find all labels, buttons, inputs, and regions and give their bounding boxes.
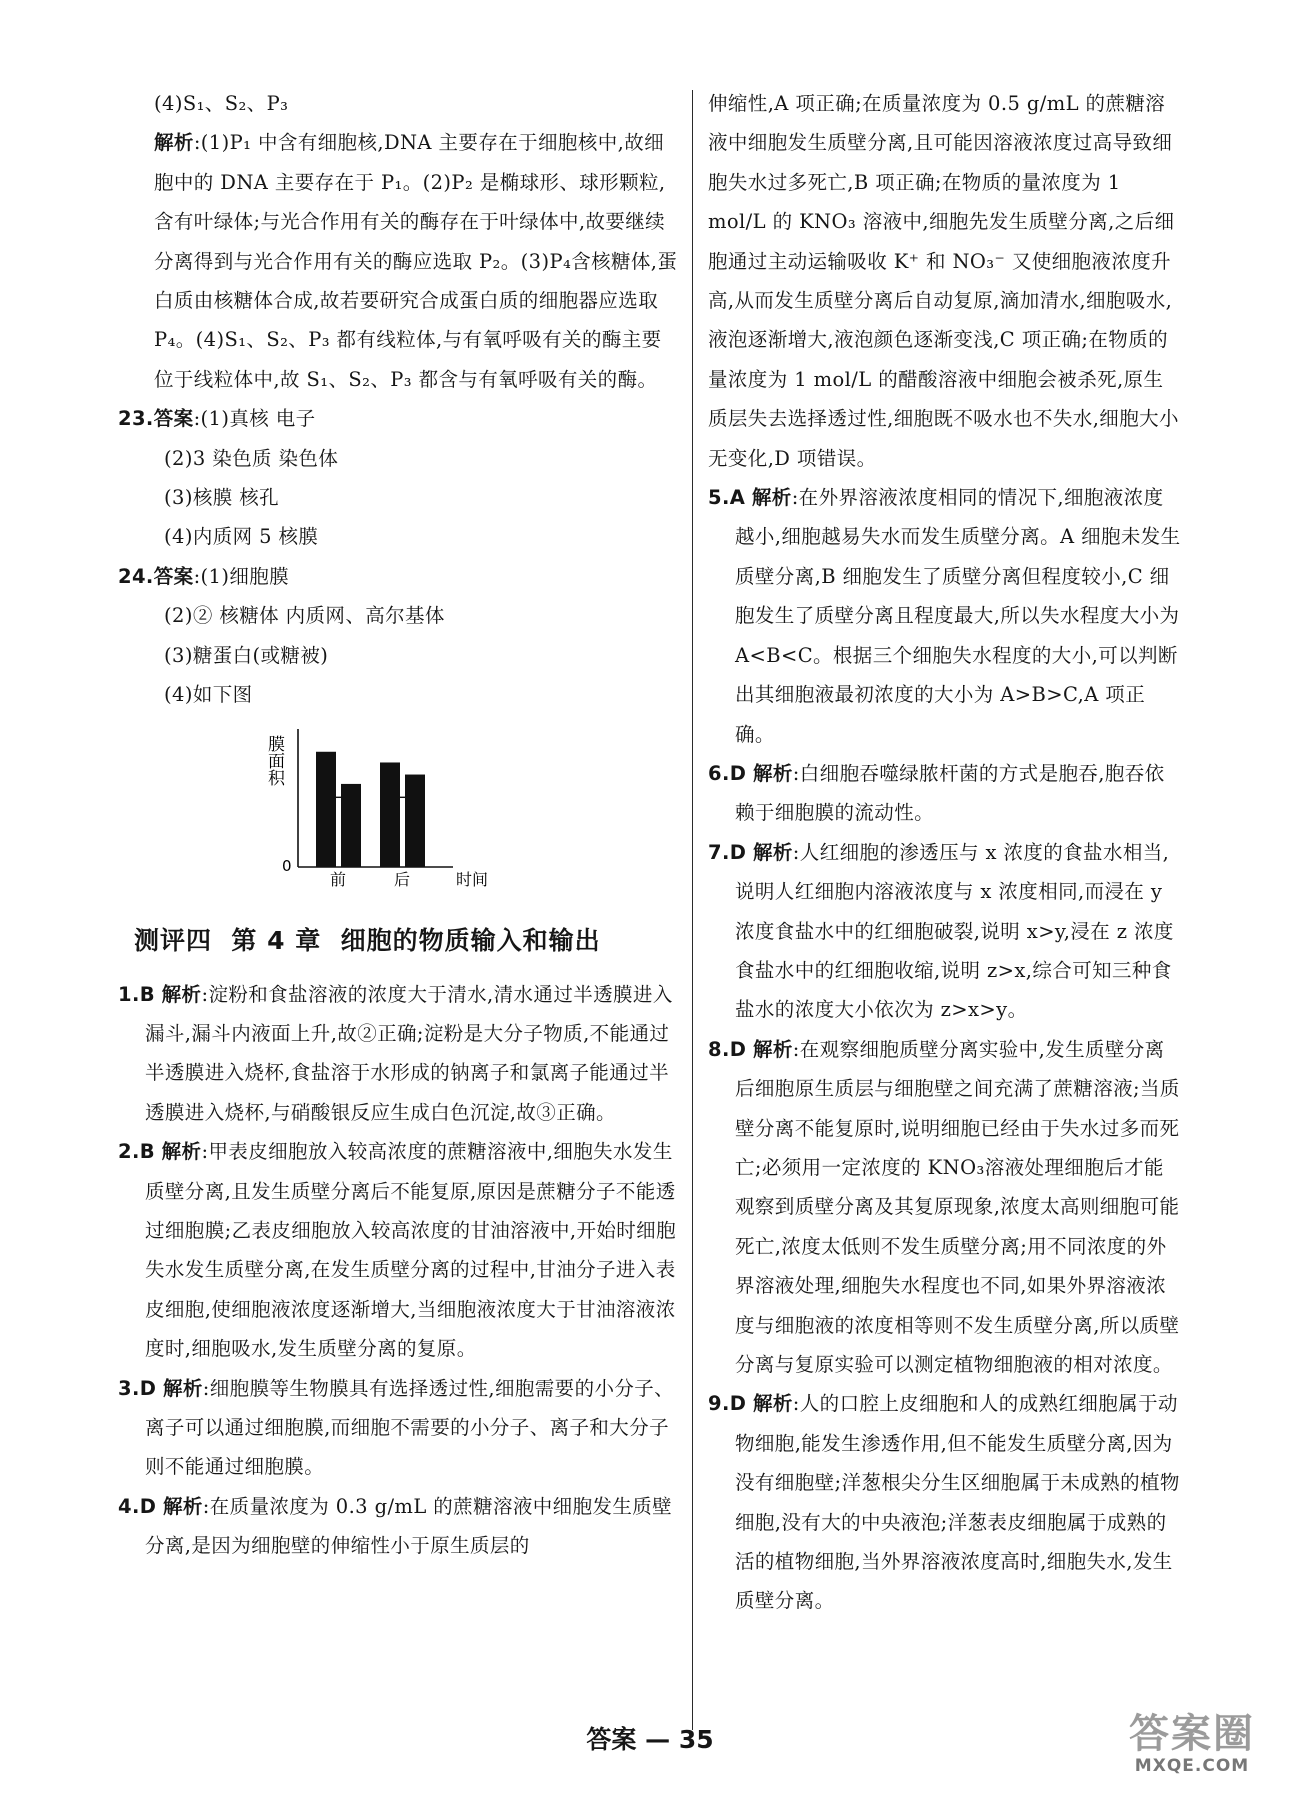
item-answer: D bbox=[139, 1494, 157, 1518]
item-number: 5. bbox=[708, 486, 730, 510]
membrane-area-chart bbox=[258, 719, 558, 889]
item-answer: B bbox=[139, 1140, 156, 1164]
item-number: 3. bbox=[118, 1376, 140, 1400]
q23-line1 bbox=[118, 399, 678, 438]
q23-line2: (2)3 染色质 染色体 bbox=[164, 446, 339, 470]
item-answer: B bbox=[139, 982, 156, 1006]
spacer bbox=[746, 841, 753, 864]
chart-bar bbox=[316, 751, 336, 866]
chart-bar bbox=[405, 774, 425, 866]
x-tick-label: 前 bbox=[330, 869, 347, 889]
item-explanation: :在观察细胞质壁分离实验中,发生质壁分离后细胞原生质层与细胞壁之间充满了蔗糖溶液;当质壁分离不能复原时,说明细胞已经由于失水过多而死亡;必须用一定浓度的 KNO₃溶液处理细胞后才能观察到质壁分离及其复原现象,浓度太高则细胞可能死亡,浓度太低则不发生质壁分离;用不同浓度的外界溶液处理,细胞失水程度也不同,如果外界溶液浓度与细胞液的浓度相等则不发生质壁分离,所以质壁分离与复原实验可以测定植物细胞液的相对浓度。 bbox=[735, 1037, 1180, 1376]
q22-explanation bbox=[118, 123, 678, 399]
explain-label: 解析 bbox=[161, 1140, 202, 1164]
item-answer: A bbox=[729, 486, 746, 510]
origin-label: 0 bbox=[282, 856, 292, 875]
right-column bbox=[708, 84, 1182, 1621]
answer-item bbox=[118, 1369, 678, 1487]
item-answer: D bbox=[729, 1392, 747, 1416]
explain-label: 解析 bbox=[752, 761, 793, 785]
section-title: 测评四 第 4 章 细胞的物质输入和输出 bbox=[134, 925, 601, 955]
q23-number: 23. bbox=[118, 407, 154, 431]
item-number: 8. bbox=[708, 1037, 730, 1061]
item-answer: D bbox=[729, 840, 747, 864]
chart-bar bbox=[341, 783, 361, 866]
item-answer: D bbox=[729, 761, 747, 785]
q24-answer-label: 答案 bbox=[153, 564, 194, 588]
chart-bar bbox=[380, 762, 400, 867]
spacer bbox=[155, 983, 162, 1006]
explain-label: 解析 bbox=[162, 1376, 203, 1400]
right-items bbox=[708, 478, 1182, 1621]
q22-explanation-text: :(1)P₁ 中含有细胞核,DNA 主要存在于细胞核中,故细胞中的 DNA 主要存在于 P₁。(2)P₂ 是椭球形、球形颗粒,含有叶绿体;与光合作用有关的酶存在于叶绿体中,故要继续分离得到与光合作用有关的酶应选取 P₂。(3)P₄含核糖体,蛋白质由核糖体合成,故若要研究合成蛋白质的细胞器应选取 P₄。(4)S₁、S₂、P₃ 都有线粒体,与有氧呼吸有关的酶主要位于线粒体中,故 S₁、S₂、P₃ 都含与有氧呼吸有关的酶。 bbox=[154, 131, 678, 391]
q24-line1-text: :(1)细胞膜 bbox=[193, 564, 290, 588]
q23-line3: (3)核膜 核孔 bbox=[164, 486, 280, 510]
answer-item bbox=[708, 478, 1182, 754]
item-number: 6. bbox=[708, 761, 730, 785]
q24-line1 bbox=[118, 557, 678, 596]
q22-answer-tail: (4)S₁、S₂、P₃ bbox=[154, 92, 289, 115]
item-explanation: :在质量浓度为 0.3 g/mL 的蔗糖溶液中细胞发生质壁分离,是因为细胞壁的伸缩性小于原生质层的 bbox=[145, 1494, 673, 1558]
footer-label: 答案 bbox=[586, 1725, 637, 1754]
explain-label: 解析 bbox=[752, 1392, 793, 1416]
spacer bbox=[155, 1140, 162, 1163]
item-explanation: :在外界溶液浓度相同的情况下,细胞液浓度越小,细胞越易失水而发生质壁分离。A 细胞未发生质壁分离,B 细胞发生了质壁分离但程度较小,C 细胞发生了质壁分离且程度最大,所以失水程度大小为 A<B<C。根据三个细胞失水程度的大小,可以判断出其细胞液最初浓度的大小为 A>B>C,A 项正确。 bbox=[735, 486, 1181, 746]
spacer bbox=[156, 1495, 163, 1518]
q24-line4: (4)如下图 bbox=[164, 683, 253, 707]
item-explanation: :细胞膜等生物膜具有选择透过性,细胞需要的小分子、离子可以通过细胞膜,而细胞不需要的小分子、离子和大分子则不能通过细胞膜。 bbox=[145, 1376, 675, 1479]
explain-label: 解析 bbox=[154, 131, 194, 155]
site-watermark-logo bbox=[1112, 1712, 1272, 1782]
x-axis-label: 时间 bbox=[456, 869, 489, 889]
answer-item bbox=[118, 975, 678, 1133]
item-number: 9. bbox=[708, 1392, 730, 1416]
q23-answer-label: 答案 bbox=[153, 407, 194, 431]
item-number: 2. bbox=[118, 1140, 140, 1164]
q23-line4: (4)内质网 5 核膜 bbox=[164, 525, 319, 549]
explain-label: 解析 bbox=[162, 1494, 203, 1518]
q4-continuation: 伸缩性,A 项正确;在质量浓度为 0.5 g/mL 的蔗糖溶液中细胞发生质壁分离,且可能因溶液浓度过高导致细胞失水过多死亡,B 项正确;在物质的量浓度为 1 mol/L 的 KNO₃ 溶液中,细胞先发生质壁分离,之后细胞通过主动运输吸收 K⁺ 和 NO₃⁻ 又使细胞液浓度升高,从而发生质壁分离后自动复原,滴加清水,细胞吸水,液泡逐渐增大,液泡颜色逐渐变浅,C 项正确;在物质的量浓度为 1 mol/L 的醋酸溶液中细胞会被杀死,原生质层失去选择透过性,细胞既不吸水也不失水,细胞大小无变化,D 项错误。 bbox=[708, 92, 1179, 470]
column-divider bbox=[692, 90, 693, 1730]
item-explanation: :人的口腔上皮细胞和人的成熟红细胞属于动物细胞,能发生渗透作用,但不能发生质壁分离,因为没有细胞壁;洋葱根尖分生区细胞属于未成熟的植物细胞,没有大的中央液泡;洋葱表皮细胞属于成熟的活的植物细胞,当外界溶液浓度高时,细胞失水,发生质壁分离。 bbox=[735, 1392, 1180, 1613]
item-explanation: :白细胞吞噬绿脓杆菌的方式是胞吞,胞吞依赖于细胞膜的流动性。 bbox=[735, 761, 1165, 825]
explain-label: 解析 bbox=[161, 982, 202, 1006]
answer-item bbox=[708, 754, 1182, 833]
item-explanation: :甲表皮细胞放入较高浓度的蔗糖溶液中,细胞失水发生质壁分离,且发生质壁分离后不能复原,原因是蔗糖分子不能透过细胞膜;乙表皮细胞放入较高浓度的甘油溶液中,开始时细胞失水发生质壁分离,在发生质壁分离的过程中,甘油分子进入表皮细胞,使细胞液浓度逐渐增大,当细胞液浓度大于甘油溶液浓度时,细胞吸水,发生质壁分离的复原。 bbox=[145, 1140, 676, 1361]
q23-line1-text: :(1)真核 电子 bbox=[193, 407, 316, 431]
item-answer: D bbox=[729, 1037, 747, 1061]
spacer bbox=[746, 1392, 753, 1415]
answer-item bbox=[118, 1132, 678, 1368]
spacer bbox=[745, 486, 752, 509]
spacer bbox=[746, 1038, 753, 1061]
item-explanation: :人红细胞的渗透压与 x 浓度的食盐水相当,说明人红细胞内溶液浓度与 x 浓度相同,而浸在 y 浓度食盐水中的红细胞破裂,说明 x>y,浸在 z 浓度食盐水中的红细胞收缩,说明 z>x,综合可知三种食盐水的浓度大小依次为 z>x>y。 bbox=[735, 840, 1174, 1022]
explain-label: 解析 bbox=[751, 486, 792, 510]
left-column bbox=[118, 84, 678, 1566]
item-explanation: :淀粉和食盐溶液的浓度大于清水,清水通过半透膜进入漏斗,漏斗内液面上升,故②正确;淀粉是大分子物质,不能通过半透膜进入烧杯,食盐溶于水形成的钠离子和氯离子能通过半透膜进入烧杯,与硝酸银反应生成白色沉淀,故③正确。 bbox=[145, 982, 673, 1124]
y-axis-label: 膜面积 bbox=[264, 734, 284, 786]
left-items bbox=[118, 975, 678, 1566]
page-number: — 35 bbox=[645, 1725, 714, 1754]
q24-number: 24. bbox=[118, 564, 154, 588]
page-footer bbox=[0, 1720, 1300, 1756]
spacer bbox=[156, 1377, 163, 1400]
item-number: 4. bbox=[118, 1494, 140, 1518]
q24-line3: (3)糖蛋白(或糖被) bbox=[164, 643, 329, 667]
q24-line2: (2)② 核糖体 内质网、高尔基体 bbox=[164, 604, 445, 628]
answer-item bbox=[708, 1384, 1182, 1620]
explain-label: 解析 bbox=[752, 1037, 793, 1061]
answer-item bbox=[118, 1487, 678, 1566]
answer-item bbox=[708, 1030, 1182, 1385]
x-tick-label: 后 bbox=[394, 869, 411, 889]
explain-label: 解析 bbox=[752, 840, 793, 864]
answer-item bbox=[708, 833, 1182, 1030]
item-number: 1. bbox=[118, 982, 140, 1006]
watermark-domain: MXQE.COM bbox=[1134, 1756, 1250, 1776]
watermark-logo-text: 答案圈 bbox=[1129, 1711, 1255, 1757]
item-answer: D bbox=[139, 1376, 157, 1400]
item-number: 7. bbox=[708, 840, 730, 864]
chart-svg bbox=[258, 719, 558, 889]
spacer bbox=[746, 762, 753, 785]
